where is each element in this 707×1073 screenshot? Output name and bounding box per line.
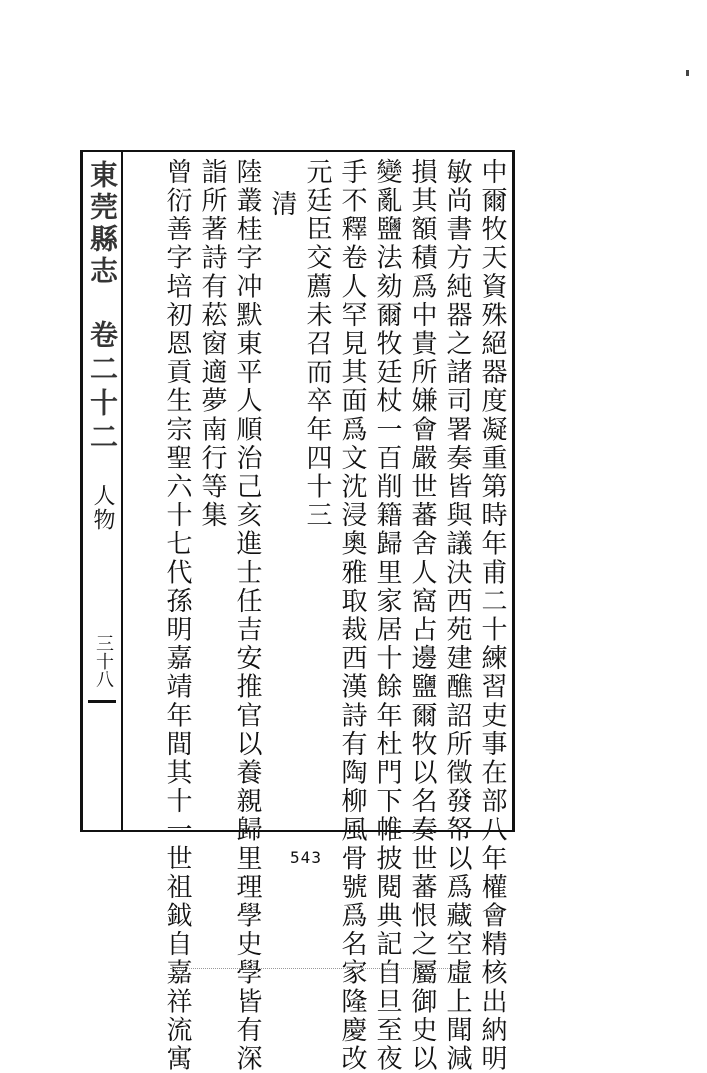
dynasty-heading: 清 <box>267 190 297 219</box>
margin-volume-number: 卷二十二 <box>86 320 119 456</box>
scan-speck <box>686 70 689 76</box>
text-column-2: 敏尚書方純器之諸司署奏皆與議決西苑建醮詔所徵發帑以爲藏空虛上聞減 <box>442 158 472 1073</box>
leaf-bar <box>88 700 116 703</box>
scan-noise <box>170 968 470 973</box>
text-column-7: 陸叢桂字冲默東平人順治己亥進士任吉安推官以養親歸里理學史學皆有深 <box>232 158 262 1073</box>
text-column-8: 詣所著詩有菘窗適夢南行等集 <box>197 158 227 530</box>
margin-leaf-number: 三十八 <box>93 634 114 688</box>
text-column-3: 損其額積爲中貴所嫌會嚴世蕃舍人窩占邊鹽爾牧以名奏世蕃恨之屬御史以 <box>407 158 437 1073</box>
text-column-6: 元廷臣交薦未召而卒年四十三 <box>302 158 332 530</box>
page-number: 543 <box>290 848 322 867</box>
margin-book-title: 東莞縣志 <box>86 160 119 288</box>
margin-section-label: 人物 <box>90 484 115 532</box>
text-column-9: 曾衍善字培初恩貢生宗聖六十七代孫明嘉靖年間其十一世祖鉞自嘉祥流寓 <box>162 158 192 1073</box>
text-column-5: 手不釋卷人罕見其面爲文沈浸奧雅取裁西漢詩有陶柳風骨號爲名家隆慶改 <box>337 158 367 1073</box>
text-column-4: 變亂鹽法劾爾牧廷杖一百削籍歸里家居十餘年杜門下帷披閱典記自旦至夜 <box>372 158 402 1073</box>
text-column-1: 中爾牧天資殊絕器度凝重第時年甫二十練習吏事在部八年權會精核出納明 <box>477 158 507 1073</box>
